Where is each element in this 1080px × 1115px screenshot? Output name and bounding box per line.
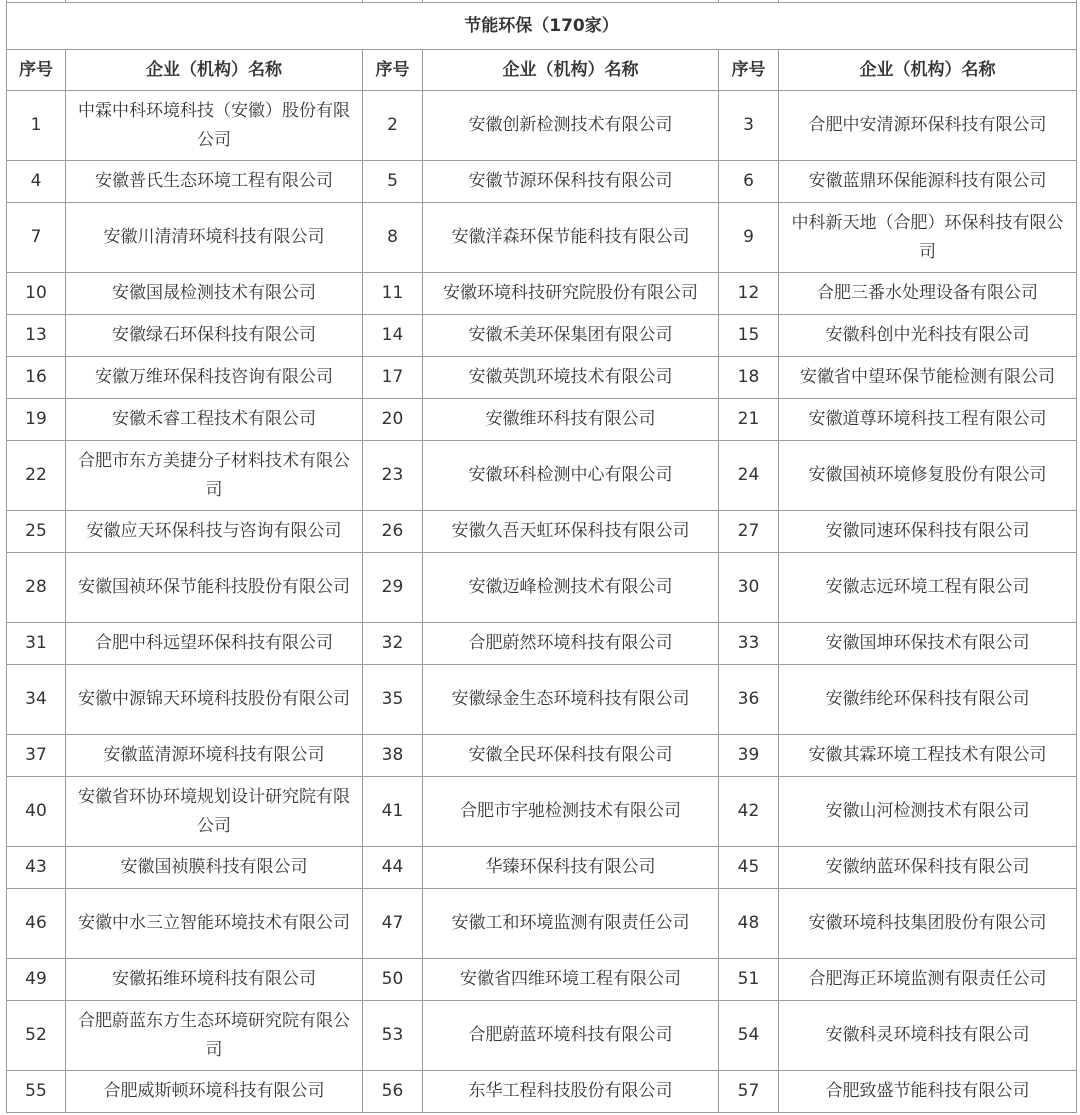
- row-number: 11: [363, 273, 423, 315]
- company-name: 安徽工和环境监测有限责任公司: [423, 889, 719, 959]
- row-number: 42: [719, 777, 779, 847]
- company-name: 合肥致盛节能科技有限公司: [779, 1071, 1077, 1113]
- company-name: 安徽道尊环境科技工程有限公司: [779, 399, 1077, 441]
- row-number: 30: [719, 553, 779, 623]
- company-name: 安徽山河检测技术有限公司: [779, 777, 1077, 847]
- company-name: 安徽国祯膜科技有限公司: [66, 847, 363, 889]
- table-row: [7, 1001, 1077, 1071]
- company-name: 合肥三番水处理设备有限公司: [779, 273, 1077, 315]
- header-name-3: 企业（机构）名称: [779, 50, 1077, 91]
- table-row: [7, 441, 1077, 511]
- company-name: 安徽蓝清源环境科技有限公司: [66, 735, 363, 777]
- company-name: 安徽全民环保科技有限公司: [423, 735, 719, 777]
- row-number: 41: [363, 777, 423, 847]
- row-number: 28: [7, 553, 66, 623]
- row-number: 4: [7, 161, 66, 203]
- company-name: 安徽国坤环保技术有限公司: [779, 623, 1077, 665]
- company-name: 安徽其霖环境工程技术有限公司: [779, 735, 1077, 777]
- company-table: [6, 0, 1077, 1113]
- row-number: 50: [363, 959, 423, 1001]
- row-number: 34: [7, 665, 66, 735]
- table-row: [7, 273, 1077, 315]
- table-row: [7, 357, 1077, 399]
- row-number: 27: [719, 511, 779, 553]
- table-container: [6, 0, 1076, 1113]
- table-row: [7, 511, 1077, 553]
- company-name: 安徽绿金生态环境科技有限公司: [423, 665, 719, 735]
- row-number: 32: [363, 623, 423, 665]
- row-number: 14: [363, 315, 423, 357]
- company-name: 安徽久吾天虹环保科技有限公司: [423, 511, 719, 553]
- company-name: 合肥市宇驰检测技术有限公司: [423, 777, 719, 847]
- company-name: 中科新天地（合肥）环保科技有限公司: [779, 203, 1077, 273]
- company-name: 安徽洋森环保节能科技有限公司: [423, 203, 719, 273]
- company-name: 安徽应天环保科技与咨询有限公司: [66, 511, 363, 553]
- row-number: 47: [363, 889, 423, 959]
- company-name: 安徽普氏生态环境工程有限公司: [66, 161, 363, 203]
- table-row: [7, 399, 1077, 441]
- row-number: 17: [363, 357, 423, 399]
- row-number: 3: [719, 91, 779, 161]
- table-row: [7, 889, 1077, 959]
- company-name: 安徽中水三立智能环境技术有限公司: [66, 889, 363, 959]
- company-name: 华臻环保科技有限公司: [423, 847, 719, 889]
- table-row: [7, 91, 1077, 161]
- table-row: [7, 847, 1077, 889]
- row-number: 44: [363, 847, 423, 889]
- company-name: 安徽科灵环境科技有限公司: [779, 1001, 1077, 1071]
- row-number: 29: [363, 553, 423, 623]
- row-number: 15: [719, 315, 779, 357]
- company-name: 安徽国祯环保节能科技股份有限公司: [66, 553, 363, 623]
- table-row: [7, 735, 1077, 777]
- row-number: 53: [363, 1001, 423, 1071]
- company-name: 安徽英凯环境技术有限公司: [423, 357, 719, 399]
- company-name: 安徽环境科技集团股份有限公司: [779, 889, 1077, 959]
- company-name: 安徽迈峰检测技术有限公司: [423, 553, 719, 623]
- company-name: 安徽环境科技研究院股份有限公司: [423, 273, 719, 315]
- company-name: 安徽绿石环保科技有限公司: [66, 315, 363, 357]
- row-number: 24: [719, 441, 779, 511]
- row-number: 18: [719, 357, 779, 399]
- company-name: 安徽志远环境工程有限公司: [779, 553, 1077, 623]
- company-name: 安徽同速环保科技有限公司: [779, 511, 1077, 553]
- company-name: 安徽创新检测技术有限公司: [423, 91, 719, 161]
- row-number: 8: [363, 203, 423, 273]
- table-row: [7, 203, 1077, 273]
- company-name: 合肥威斯顿环境科技有限公司: [66, 1071, 363, 1113]
- company-name: 安徽川清清环境科技有限公司: [66, 203, 363, 273]
- header-no-2: 序号: [363, 50, 423, 91]
- table-row: [7, 315, 1077, 357]
- company-name: 安徽国晟检测技术有限公司: [66, 273, 363, 315]
- company-name: 合肥中科远望环保科技有限公司: [66, 623, 363, 665]
- row-number: 49: [7, 959, 66, 1001]
- section-title: 节能环保（170家）: [7, 3, 1077, 50]
- header-name-2: 企业（机构）名称: [423, 50, 719, 91]
- company-name: 合肥蔚然环境科技有限公司: [423, 623, 719, 665]
- row-number: 9: [719, 203, 779, 273]
- row-number: 6: [719, 161, 779, 203]
- company-name: 安徽国祯环境修复股份有限公司: [779, 441, 1077, 511]
- header-row: [7, 50, 1077, 91]
- table-row: [7, 1071, 1077, 1113]
- row-number: 16: [7, 357, 66, 399]
- company-name: 安徽环科检测中心有限公司: [423, 441, 719, 511]
- row-number: 46: [7, 889, 66, 959]
- company-name: 安徽纳蓝环保科技有限公司: [779, 847, 1077, 889]
- company-name: 安徽省环协环境规划设计研究院有限公司: [66, 777, 363, 847]
- row-number: 51: [719, 959, 779, 1001]
- company-name: 中霖中科环境科技（安徽）股份有限公司: [66, 91, 363, 161]
- table-row: [7, 161, 1077, 203]
- company-name: 安徽万维环保科技咨询有限公司: [66, 357, 363, 399]
- header-no-1: 序号: [7, 50, 66, 91]
- company-name: 安徽禾美环保集团有限公司: [423, 315, 719, 357]
- row-number: 2: [363, 91, 423, 161]
- company-name: 安徽蓝鼎环保能源科技有限公司: [779, 161, 1077, 203]
- header-no-3: 序号: [719, 50, 779, 91]
- row-number: 21: [719, 399, 779, 441]
- company-name: 安徽省中望环保节能检测有限公司: [779, 357, 1077, 399]
- section-title-row: [7, 3, 1077, 50]
- table-row: [7, 553, 1077, 623]
- row-number: 45: [719, 847, 779, 889]
- company-name: 合肥蔚蓝环境科技有限公司: [423, 1001, 719, 1071]
- table-row: [7, 665, 1077, 735]
- row-number: 25: [7, 511, 66, 553]
- row-number: 1: [7, 91, 66, 161]
- row-number: 19: [7, 399, 66, 441]
- row-number: 35: [363, 665, 423, 735]
- company-name: 安徽维环科技有限公司: [423, 399, 719, 441]
- row-number: 10: [7, 273, 66, 315]
- table-row: [7, 959, 1077, 1001]
- row-number: 36: [719, 665, 779, 735]
- row-number: 37: [7, 735, 66, 777]
- company-name: 安徽拓维环境科技有限公司: [66, 959, 363, 1001]
- company-name: 合肥中安清源环保科技有限公司: [779, 91, 1077, 161]
- row-number: 5: [363, 161, 423, 203]
- row-number: 33: [719, 623, 779, 665]
- row-number: 40: [7, 777, 66, 847]
- company-name: 合肥市东方美捷分子材料技术有限公司: [66, 441, 363, 511]
- row-number: 39: [719, 735, 779, 777]
- company-name: 安徽中源锦天环境科技股份有限公司: [66, 665, 363, 735]
- row-number: 54: [719, 1001, 779, 1071]
- row-number: 56: [363, 1071, 423, 1113]
- table-row: [7, 623, 1077, 665]
- row-number: 20: [363, 399, 423, 441]
- company-name: 合肥蔚蓝东方生态环境研究院有限公司: [66, 1001, 363, 1071]
- row-number: 26: [363, 511, 423, 553]
- company-name: 安徽科创中光科技有限公司: [779, 315, 1077, 357]
- header-name-1: 企业（机构）名称: [66, 50, 363, 91]
- company-name: 安徽禾睿工程技术有限公司: [66, 399, 363, 441]
- company-name: 安徽纬纶环保科技有限公司: [779, 665, 1077, 735]
- row-number: 22: [7, 441, 66, 511]
- company-name: 安徽节源环保科技有限公司: [423, 161, 719, 203]
- table-row: [7, 777, 1077, 847]
- row-number: 31: [7, 623, 66, 665]
- row-number: 52: [7, 1001, 66, 1071]
- company-name: 东华工程科技股份有限公司: [423, 1071, 719, 1113]
- row-number: 48: [719, 889, 779, 959]
- row-number: 13: [7, 315, 66, 357]
- row-number: 55: [7, 1071, 66, 1113]
- row-number: 57: [719, 1071, 779, 1113]
- row-number: 12: [719, 273, 779, 315]
- company-name: 合肥海正环境监测有限责任公司: [779, 959, 1077, 1001]
- row-number: 43: [7, 847, 66, 889]
- company-name: 安徽省四维环境工程有限公司: [423, 959, 719, 1001]
- row-number: 23: [363, 441, 423, 511]
- row-number: 38: [363, 735, 423, 777]
- row-number: 7: [7, 203, 66, 273]
